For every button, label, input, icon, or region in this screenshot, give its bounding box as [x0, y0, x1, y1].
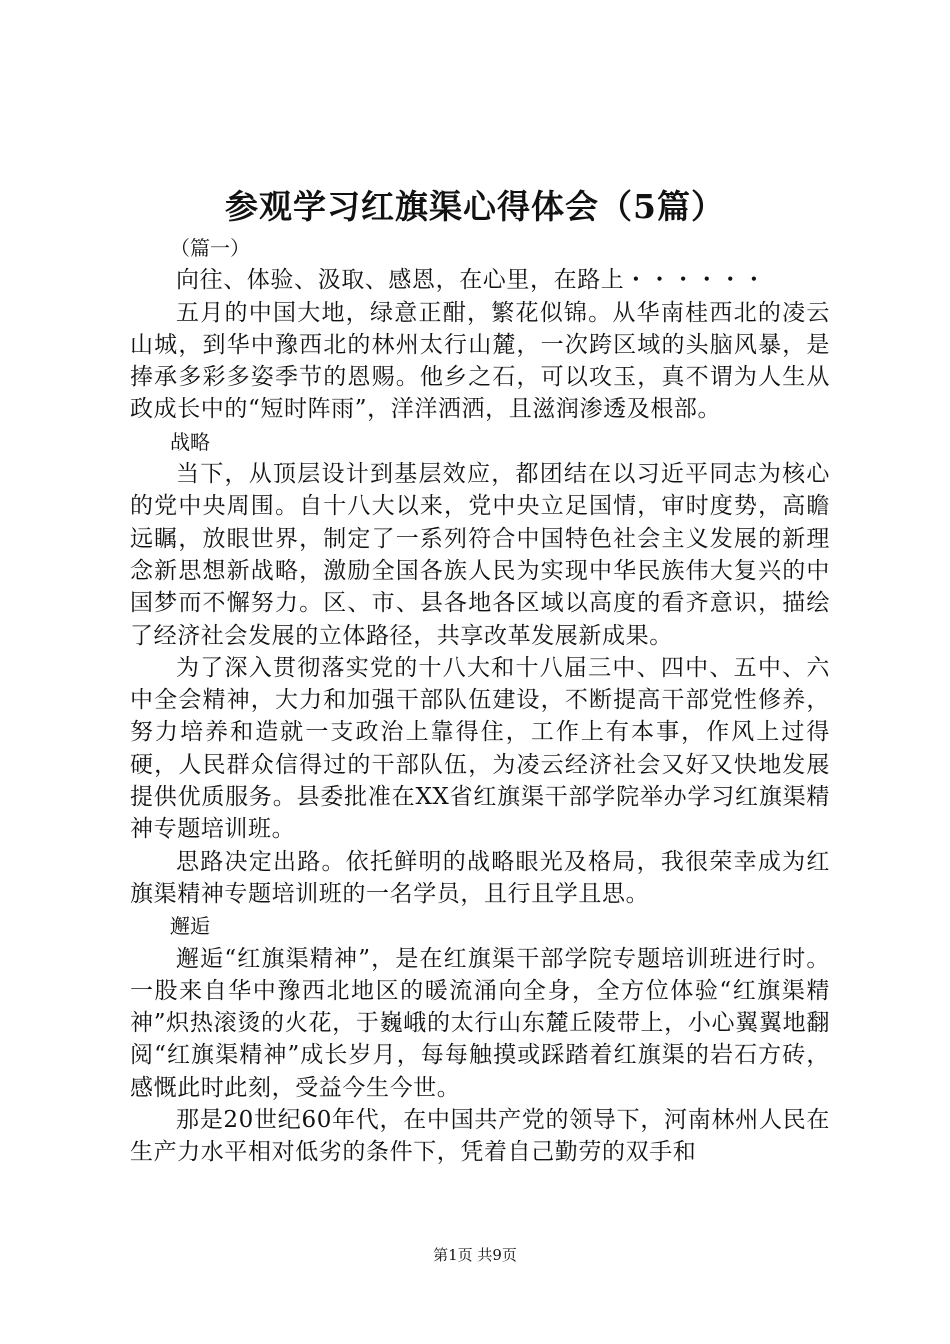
paragraph-training: 为了深入贯彻落实党的十八大和十八届三中、四中、五中、六中全会精神，大力和加强干部队伍建设，不断提高干部党性修养，努力培养和造就一支政治上靠得住，工作上有本事，作风上过得硬，人民群众信得过的干部队伍，为凌云经济社会又好又快地发展提供优质服务。县委批准在XX省红旗渠干部学院举办学习红旗渠精神专题培训班。 — [130, 654, 830, 843]
paragraph-history: 那是20世纪60年代，在中国共产党的领导下，河南林州人民在生产力水平相对低劣的条件下，凭着自己勤劳的双手和 — [130, 1107, 830, 1166]
paragraph-intro: 五月的中国大地，绿意正酣，繁花似锦。从华南桂西北的凌云山城，到华中豫西北的林州太行山麓，一次跨区域的头脑风暴，是捧承多彩多姿季节的恩赐。他乡之石，可以攻玉，真不谓为人生从政成长中的“短时阵雨”，洋洋洒洒，且滋润渗透及根部。 — [130, 299, 830, 423]
paragraph-encounter: 邂逅“红旗渠精神”，是在红旗渠干部学院专题培训班进行时。一股来自华中豫西北地区的暖流涌向全身，全方位体验“红旗渠精神”炽热滚烫的火花，于巍峨的太行山东麓丘陵带上，小心翼翼地翻阅“红旗渠精神”成长岁月，每每触摸或踩踏着红旗渠的岩石方砖，感慨此时此刻，受益今生今世。 — [130, 945, 830, 1101]
section-heading-strategy: 战略 — [170, 429, 210, 454]
document-body — [130, 232, 830, 1169]
section-label-part-one: （篇一） — [170, 236, 250, 260]
paragraph-strategy: 当下，从顶层设计到基层效应，都团结在以习近平同志为核心的党中央周围。自十八大以来，党中央立足国情，审时度势，高瞻远瞩，放眼世界，制定了一系列符合中国特色社会主义发展的新理念新思想新战略，激励全国各族人民为实现中华民族伟大复兴的中国梦而不懈努力。区、市、县各地各区域以高度的看齐意识，描绘了经济社会发展的立体路径，共享改革发展新成果。 — [130, 461, 830, 649]
document-title: 参观学习红旗渠心得体会（5篇） — [225, 187, 725, 226]
section-heading-encounter: 邂逅 — [170, 914, 210, 939]
paragraph-subtitle: 向往、体验、汲取、感恩，在心里，在路上・・・・・・ — [176, 267, 766, 294]
paragraph-thinking: 思路决定出路。依托鲜明的战略眼光及格局，我很荣幸成为红旗渠精神专题培训班的一名学员，且行且学且思。 — [130, 848, 830, 907]
page-number-footer: 第1页 共9页 — [433, 1246, 517, 1264]
